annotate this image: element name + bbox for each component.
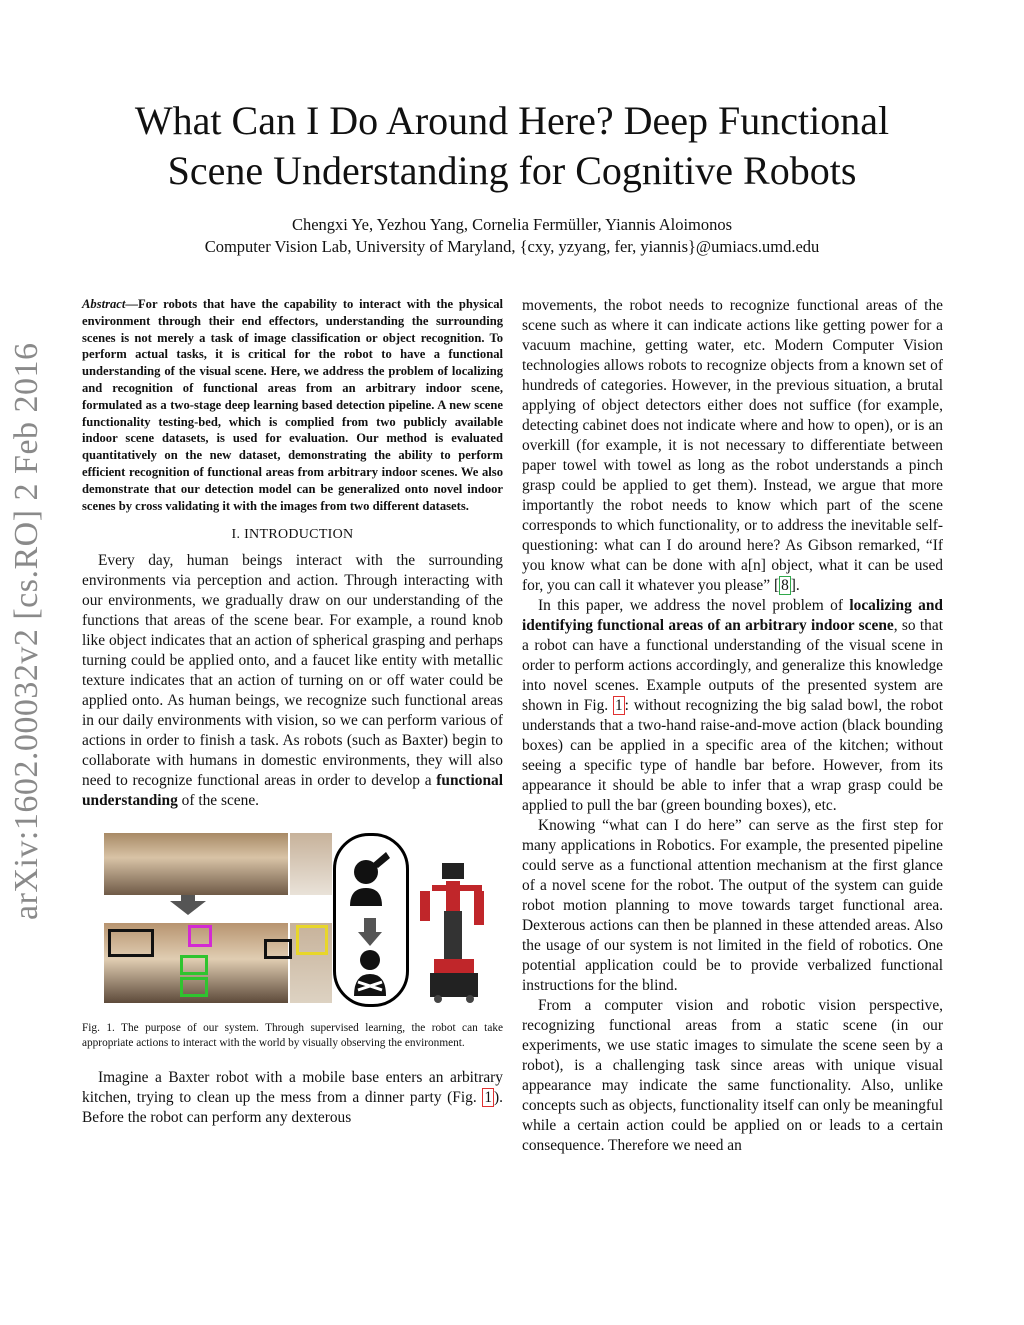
bounding-box-yellow — [296, 925, 328, 955]
intro-paragraph-2 — [82, 1068, 503, 1128]
right-p2-bold: localizing and identifying functional areas of an arbitrary indoor scene — [522, 597, 943, 634]
right-p2-tail: : without recognizing the big salad bowl, the robot understands that a two-hand raise-and-move action (black bounding boxes) can be applied in a specific area of the kitchen; without seeing a specific type of handle bar before. However, from its appearance it should be able to infer that a wrap grasp could be applied to pull the bar (green bounding boxes), etc. — [522, 697, 943, 814]
section-heading-introduction: I. INTRODUCTION — [231, 527, 354, 543]
right-paragraph-2 — [522, 596, 943, 816]
citation-link[interactable]: 8 — [781, 577, 789, 594]
figure-1 — [82, 825, 503, 1011]
figure-reference-link-2[interactable]: 1 — [614, 697, 623, 714]
abstract — [82, 296, 503, 514]
intro-p1-text: Every day, human beings interact with the surrounding environments via perception and action. Through interacting with our environments, we gradually draw on our understanding of the functions that areas of the scene bear. For example, a round knob like object indicates that an action of spherical grasping and perhaps turning could be applied onto, and a faucet like entity with metallic texture indicates that an action of turning on or off water could be applied onto. As human beings, we recognize such functional areas in our daily environments with vision, so we can perform various of actions in order to finish a task. As robots (such as Baxter) begin to collaborate with humans in domestic environments, they will also need to recognize functional areas in order to develop a — [82, 552, 503, 790]
right-column — [522, 296, 943, 1156]
title-line-2: Scene Understanding for Cognitive Robots — [167, 148, 857, 193]
right-p2-mid: , so that a robot can have a functional understanding of the visual scene in order to perform actions accordingly, and generalize this knowledge into novel scenes. Example outputs of the presented system are shown in Fig. — [522, 617, 943, 714]
kitchen-photo-top — [104, 833, 288, 895]
right-paragraph-4: From a computer vision and robotic vision perspective, recognizing functional areas from a static scene (in our experiments, we use static images to simulate the scene seen by a robot), is a challenging task since areas with unique visual appearance may indicate the same functionality. Also, unlike concepts such as objects, functionality itself can only be meaningful while a certain action could be applied on or leads to a certain consequence. Therefore we need an — [522, 997, 943, 1154]
bounding-box-black-2 — [264, 939, 292, 959]
bounding-box-green-1 — [180, 955, 208, 975]
thinking-person-icon — [336, 836, 406, 1004]
abstract-text: —For robots that have the capability to interact with the physical environment through their end effectors, understanding the surrounding scenes is not merely a task of image classification or object recognition. To perform actual tasks, it is critical for the robot to have a functional understanding of the visual scene. Here, we address the problem of localizing and recognition of functional areas from an arbitrary indoor scene, formulated as a two-stage deep learning based detection pipeline. A new scene functionality testing-bed, which is complied from two publicly available indoor scene datasets, is used for evaluation. Our method is evaluated quantitatively on the new dataset, demonstrating the ability to perform efficient recognition of functional areas from arbitrary indoor scenes. We also demonstrate that our detection model can be generalized onto novel indoor scenes by cross validating it with the images from two different datasets. — [82, 297, 503, 513]
affiliation: Computer Vision Lab, University of Maryland, {cxy, yzyang, fer, yiannis}@umiacs.umd.edu — [204, 237, 820, 256]
intro-p2-tail: ). Before the robot can perform any dexterous — [82, 1088, 503, 1126]
intro-paragraph-1 — [82, 551, 503, 811]
left-column — [82, 296, 503, 1128]
down-arrow-icon — [170, 901, 206, 915]
intro-p1-tail: of the scene. — [177, 792, 260, 810]
bounding-box-black — [108, 929, 154, 957]
title-line-1: What Can I Do Around Here? Deep Functional — [134, 98, 890, 143]
figure-reference-link[interactable]: 1 — [484, 1088, 493, 1106]
right-p1-text: movements, the robot needs to recognize functional areas of the scene such as where it can indicate actions like getting power for a vacuum machine, getting water, etc. Modern Computer Vision technologies allows robots to recognize objects from a known set of hundreds of categories. However, in the previous situation, a brutal applying of object detectors either does not suffice (for example, detecting cabinet does not indicate where and how to open), or is an overkill (for example, it is not necessary to differentiate between paper towel with towel as long as the robot understands a pinch grasp could be applied to get them). Instead, we argue that more importantly the robot needs to know which part of the scene corresponds to which functionality, or to address the inevitable self-questioning: what can I do around here? As Gibson remarked, “If you know what can be done with a[n] object, what it can be used for, you can call it whatever you please” [ — [522, 297, 943, 594]
right-paragraph-1 — [522, 296, 943, 596]
intro-p1-bold: functional understanding — [82, 772, 503, 810]
figure-1-caption: Fig. 1. The purpose of our system. Through supervised learning, the robot can take appropriate actions to interact with the world by visually observing the environment. — [82, 1022, 503, 1049]
right-p2-text: In this paper, we address the novel problem of — [538, 597, 850, 614]
speech-bubble — [333, 833, 409, 1007]
bounding-box-magenta — [188, 925, 212, 947]
right-p1-tail: ]. — [790, 577, 800, 594]
arxiv-identifier: arXiv:1602.00032v2 [cs.RO] 2 Feb 2016 — [8, 342, 45, 920]
baxter-robot-icon — [412, 855, 490, 1005]
authors: Chengxi Ye, Yezhou Yang, Cornelia Fermüller, Yiannis Aloimonos — [291, 215, 733, 234]
abstract-lead: Abstract — [82, 297, 126, 311]
kitchen-photo-top-right — [290, 833, 332, 895]
intro-p2-text: Imagine a Baxter robot with a mobile base enters an arbitrary kitchen, trying to clean up the mess from a dinner party (Fig. — [82, 1068, 503, 1106]
bounding-box-green-2 — [180, 977, 208, 997]
right-paragraph-3: Knowing “what can I do here” can serve as the first step for many applications in Robotics. For example, the presented pipeline could serve as a functional attention mechanism at the first glance of a novel scene for the robot. The output of the system can guide robot motion planning to move towards target functional area. Dexterous actions can then be planned in these attended areas. Also the usage of our system is not limited in the field of robotics. One potential application could be to provide verbalized functional instructions for the blind. — [522, 817, 943, 994]
paper-title — [0, 96, 1024, 196]
